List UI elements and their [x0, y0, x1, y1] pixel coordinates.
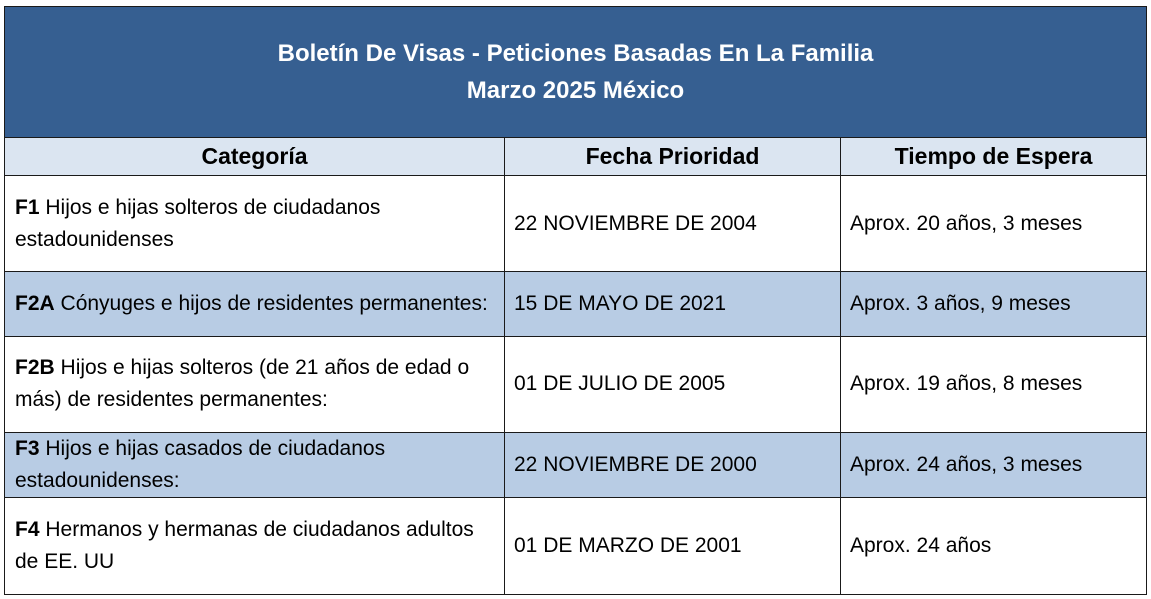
table-row: [5, 433, 1147, 498]
table-row: [5, 175, 1147, 271]
category-description: Hijos e hijas solteros de ciudadanos estadounidenses: [15, 195, 381, 251]
header-priority-date: Fecha Prioridad: [505, 137, 841, 175]
category-description: Hijos e hijas casados de ciudadanos estadounidenses:: [15, 437, 386, 493]
category-description: Hijos e hijas solteros (de 21 años de edad o más) de residentes permanentes:: [15, 356, 470, 412]
category-cell: [5, 272, 505, 336]
table-row: [5, 336, 1147, 432]
wait-time-cell: Aprox. 19 años, 8 meses: [841, 336, 1147, 432]
title-row: [5, 7, 1147, 138]
title-line-2: Marzo 2025 México: [466, 76, 685, 104]
header-wait-time: Tiempo de Espera: [841, 137, 1147, 175]
category-cell: [5, 175, 505, 271]
category-code: F2A: [15, 291, 55, 315]
category-description: Cónyuges e hijos de residentes permanentes:: [60, 291, 488, 315]
title-line-1: Boletín De Visas - Peticiones Basadas En La Familia: [277, 39, 874, 67]
wait-time-cell: Aprox. 24 años, 3 meses: [841, 433, 1147, 498]
priority-date-cell: 22 NOVIEMBRE DE 2000: [505, 433, 841, 498]
category-description: Hermanos y hermanas de ciudadanos adultos de EE. UU: [15, 518, 474, 574]
header-row: [5, 137, 1147, 175]
wait-time-cell: Aprox. 24 años: [841, 498, 1147, 595]
priority-date-cell: 01 DE JULIO DE 2005: [505, 336, 841, 432]
category-code: F1: [15, 195, 40, 219]
category-code: F4: [15, 518, 40, 542]
visa-bulletin-table: [4, 6, 1147, 595]
category-code: F2B: [15, 356, 55, 380]
header-category: Categoría: [5, 137, 505, 175]
category-code: F3: [15, 437, 40, 461]
wait-time-cell: Aprox. 20 años, 3 meses: [841, 175, 1147, 271]
priority-date-cell: 15 DE MAYO DE 2021: [505, 272, 841, 336]
priority-date-cell: 22 NOVIEMBRE DE 2004: [505, 175, 841, 271]
table-row: [5, 272, 1147, 336]
category-cell: [5, 336, 505, 432]
category-cell: [5, 498, 505, 595]
priority-date-cell: 01 DE MARZO DE 2001: [505, 498, 841, 595]
table-row: [5, 498, 1147, 595]
table-title: [5, 7, 1147, 138]
category-cell: [5, 433, 505, 498]
wait-time-cell: Aprox. 3 años, 9 meses: [841, 272, 1147, 336]
